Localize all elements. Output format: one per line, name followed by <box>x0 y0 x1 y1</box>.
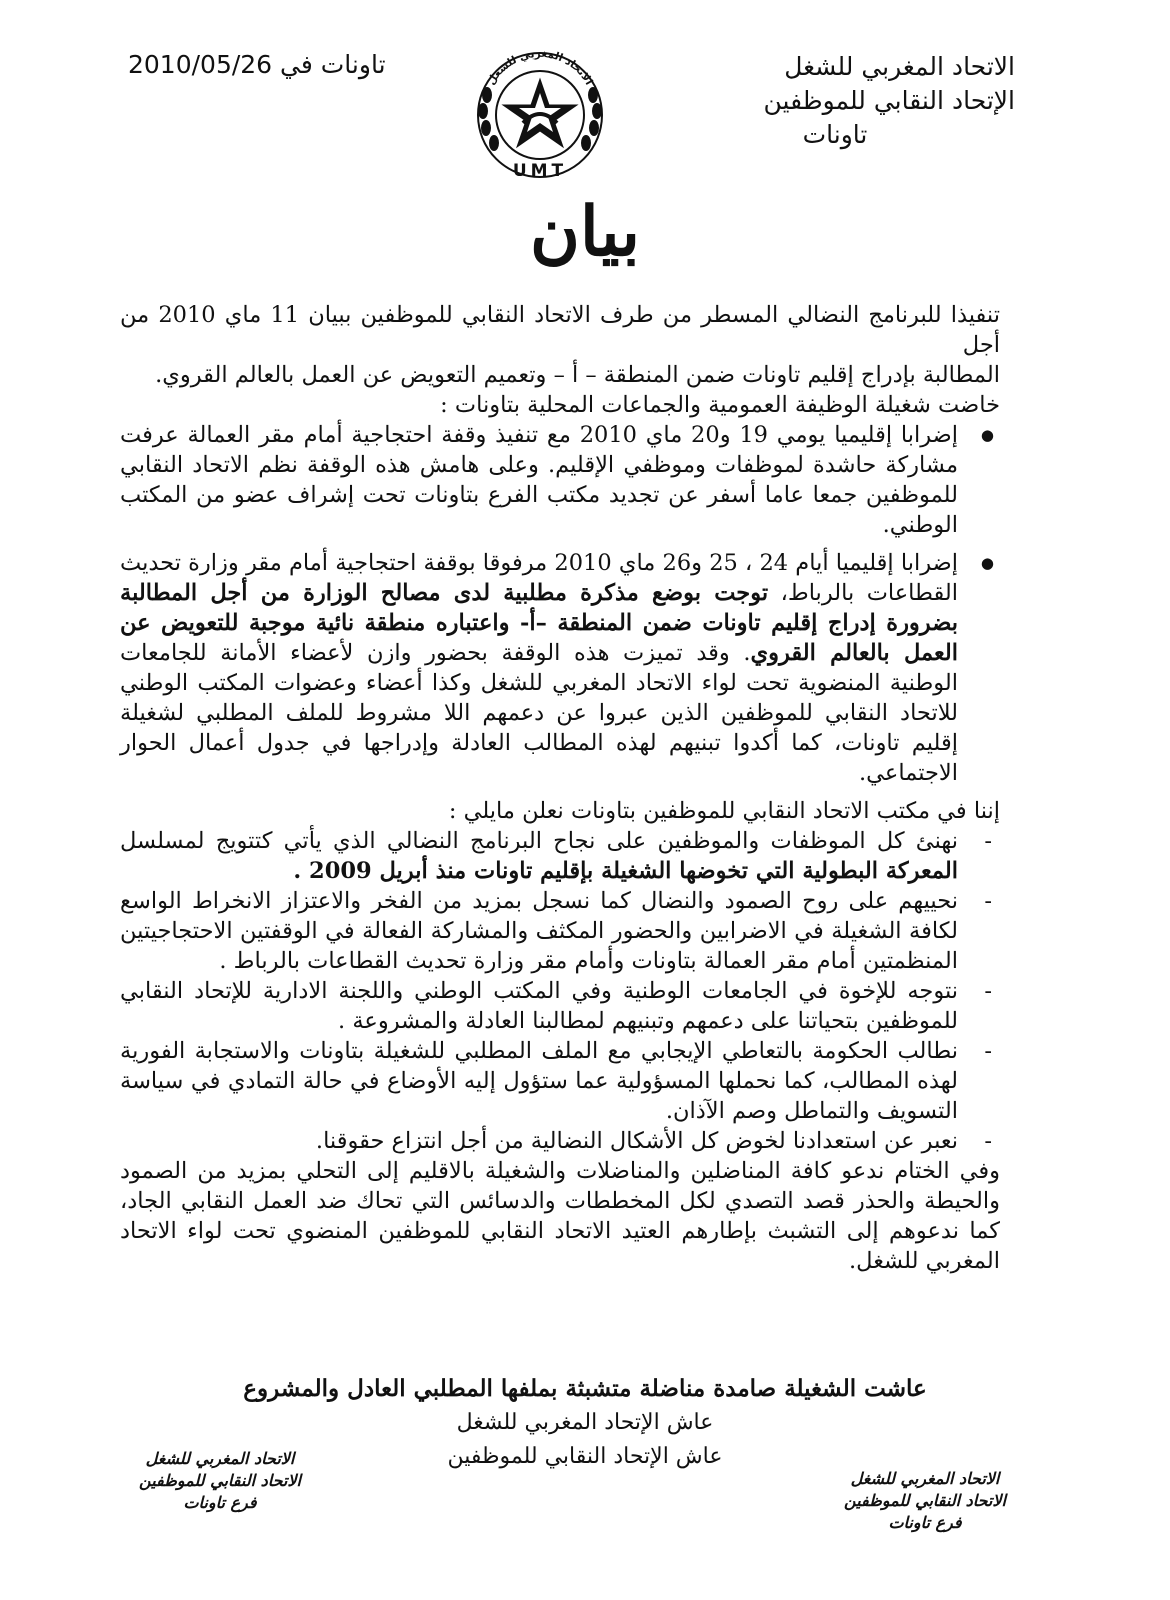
stamp-right-line-3: فرع تاونات <box>888 1513 962 1532</box>
conclusion-paragraph: وفي الختام ندعو كافة المناضلين والمناضلات والشغيلة بالاقليم إلى التحلي بمزيد من الصمود والحيطة والحذر قصد التصدي لكل المخططات والدسائس التي تحاك ضد العمل النقابي الجاد، كما ندعوهم إلى التشبث بإطارهم العتيد الاتحاد النقابي للموظفين المنضوي تحت لواء الاتحاد المغربي للشغل. <box>120 1158 1000 1274</box>
declaration-item-3: - نتوجه للإخوة في الجامعات الوطنية وفي المكتب الوطني واللجنة الادارية للإتحاد النقابي للموظفين بتحياتنا على دعمهم وتبنيهم لمطالبنا العادلة والمشروعة . <box>120 976 958 1036</box>
umt-logo <box>465 35 615 185</box>
declarations-list <box>120 826 1000 1156</box>
org-line-umt: الاتحاد المغربي للشغل <box>784 52 1015 81</box>
declaration-item-5: - نعبر عن استعدادنا لخوض كل الأشكال النضالية من أجل انتزاع حقوقنا. <box>120 1126 958 1156</box>
org-line-city: تاونات <box>802 120 868 149</box>
logo-ring-text: الاتحاد المغربي للشغل <box>485 47 595 88</box>
strike-item-2-bold: توجت بوضع مذكرة مطلبية لدى مصالح الوزارة من أجل المطالبة بضرورة إدراج إقليم تاونات ضمن المنطقة –أ- واعتباره منطقة نائية موجبة للتعويض عن العمل بالعالم القروي <box>120 580 958 666</box>
intro-line-1: تنفيذا للبرنامج النضالي المسطر من طرف الاتحاد النقابي للموظفين ببيان 11 ماي 2010 من أجل <box>120 302 1000 358</box>
logo-acronym: UMT <box>512 161 568 181</box>
strike-item-2 <box>120 548 958 788</box>
branch-stamp-right <box>820 1468 1030 1534</box>
announce-line: إننا في مكتب الاتحاد النقابي للموظفين بتاونات نعلن مايلي : <box>448 798 1000 824</box>
document-body <box>120 300 1000 1276</box>
declaration-item-1 <box>120 826 958 886</box>
strike-item-1: ● إضرابا إقليميا يومي 19 و20 ماي 2010 مع تنفيذ وقفة احتجاجية أمام مقر العمالة عرفت مشاركة حاشدة لموظفات وموظفي الإقليم. وعلى هامش هذه الوقفة نظم الاتحاد النقابي للموظفين جمعا عاما أسفر عن تجديد مكتب الفرع بتاونات تحت إشراف عضو من المكتب الوطني. <box>120 420 958 540</box>
branch-stamp-left <box>120 1448 320 1514</box>
declaration-item-4: - نطالب الحكومة بالتعاطي الإيجابي مع الملف المطلبي للشغيلة بتاونات والاستجابة الفورية لهذه المطالب، كما نحملها المسؤولية عما ستؤول إليه الأوضاع في حالة التمادي في سياسة التسويف والتماطل وصم الآذان. <box>120 1036 958 1126</box>
document-date: تاونات في 2010/05/26 <box>128 50 386 79</box>
intro-line-3: خاضت شغيلة الوظيفة العمومية والجماعات المحلية بتاونات : <box>440 392 1000 418</box>
document-title: بيان <box>529 192 641 272</box>
slogan-union: عاش الإتحاد النقابي للموظفين <box>447 1444 723 1469</box>
stamp-right-line-2: الاتحاد النقابي للموظفين <box>844 1491 1006 1510</box>
stamp-left-line-3: فرع تاونات <box>183 1493 257 1512</box>
slogan-umt: عاش الإتحاد المغربي للشغل <box>456 1410 714 1435</box>
org-line-union: الإتحاد النقابي للموظفين <box>763 86 1015 115</box>
strike-item-2-text-b: . وقد تميزت هذه الوقفة بحضور وازن لأعضاء الأمانة للجامعات الوطنية المنضوية تحت لواء الاتحاد المغربي للشغل وكذا أعضاء وعضوات المكتب الوطني للاتحاد النقابي للموظفين الذين عبروا عن دعمهم اللا مشروط للملف المطلبي لشغيلة إقليم تاونات، كما أكدوا تبنيهم لهذه المطالب العادلة وإدراجها في جدول أعمال الحوار الاجتماعي. <box>120 640 958 786</box>
organization-header <box>655 50 1015 152</box>
declaration-item-2: - نحييهم على روح الصمود والنضال كما نسجل بمزيد من الفخر والاعتزاز الانخراط الواسع لكافة الشغيلة في الاضرابين والحضور المكثف والمشاركة الفعالة في الوقفتين الاحتجاجيتين المنظمتين أمام مقر العمالة بتاونات وأمام مقر وزارة تحديث القطاعات بالرباط . <box>120 886 958 976</box>
strike-list <box>120 420 1000 788</box>
strike-item-2-text-a: إضرابا إقليميا أيام 24 ، 25 و26 ماي 2010 مرفوقا بوقفة احتجاجية أمام مقر وزارة تحديث القطاعات بالرباط، <box>120 550 958 606</box>
stamp-right-line-1: الاتحاد المغربي للشغل <box>850 1469 1000 1488</box>
intro-line-2: المطالبة بإدراج إقليم تاونات ضمن المنطقة – أ – وتعميم التعويض عن العمل بالعالم القروي. <box>155 362 1000 388</box>
declaration-item-1-text: نهنئ كل الموظفات والموظفين على نجاح البرنامج النضالي الذي يأتي كتتويج لمسلسل <box>120 828 958 854</box>
stamp-left-line-1: الاتحاد المغربي للشغل <box>145 1449 295 1468</box>
slogan-workers: عاشت الشغيلة صامدة مناضلة متشبثة بملفها المطلبي العادل والمشروع <box>243 1375 927 1402</box>
declaration-item-1-bold: المعركة البطولية التي تخوضها الشغيلة بإقليم تاونات منذ أبريل 2009 . <box>293 858 958 884</box>
stamp-left-line-2: الاتحاد النقابي للموظفين <box>139 1471 301 1490</box>
